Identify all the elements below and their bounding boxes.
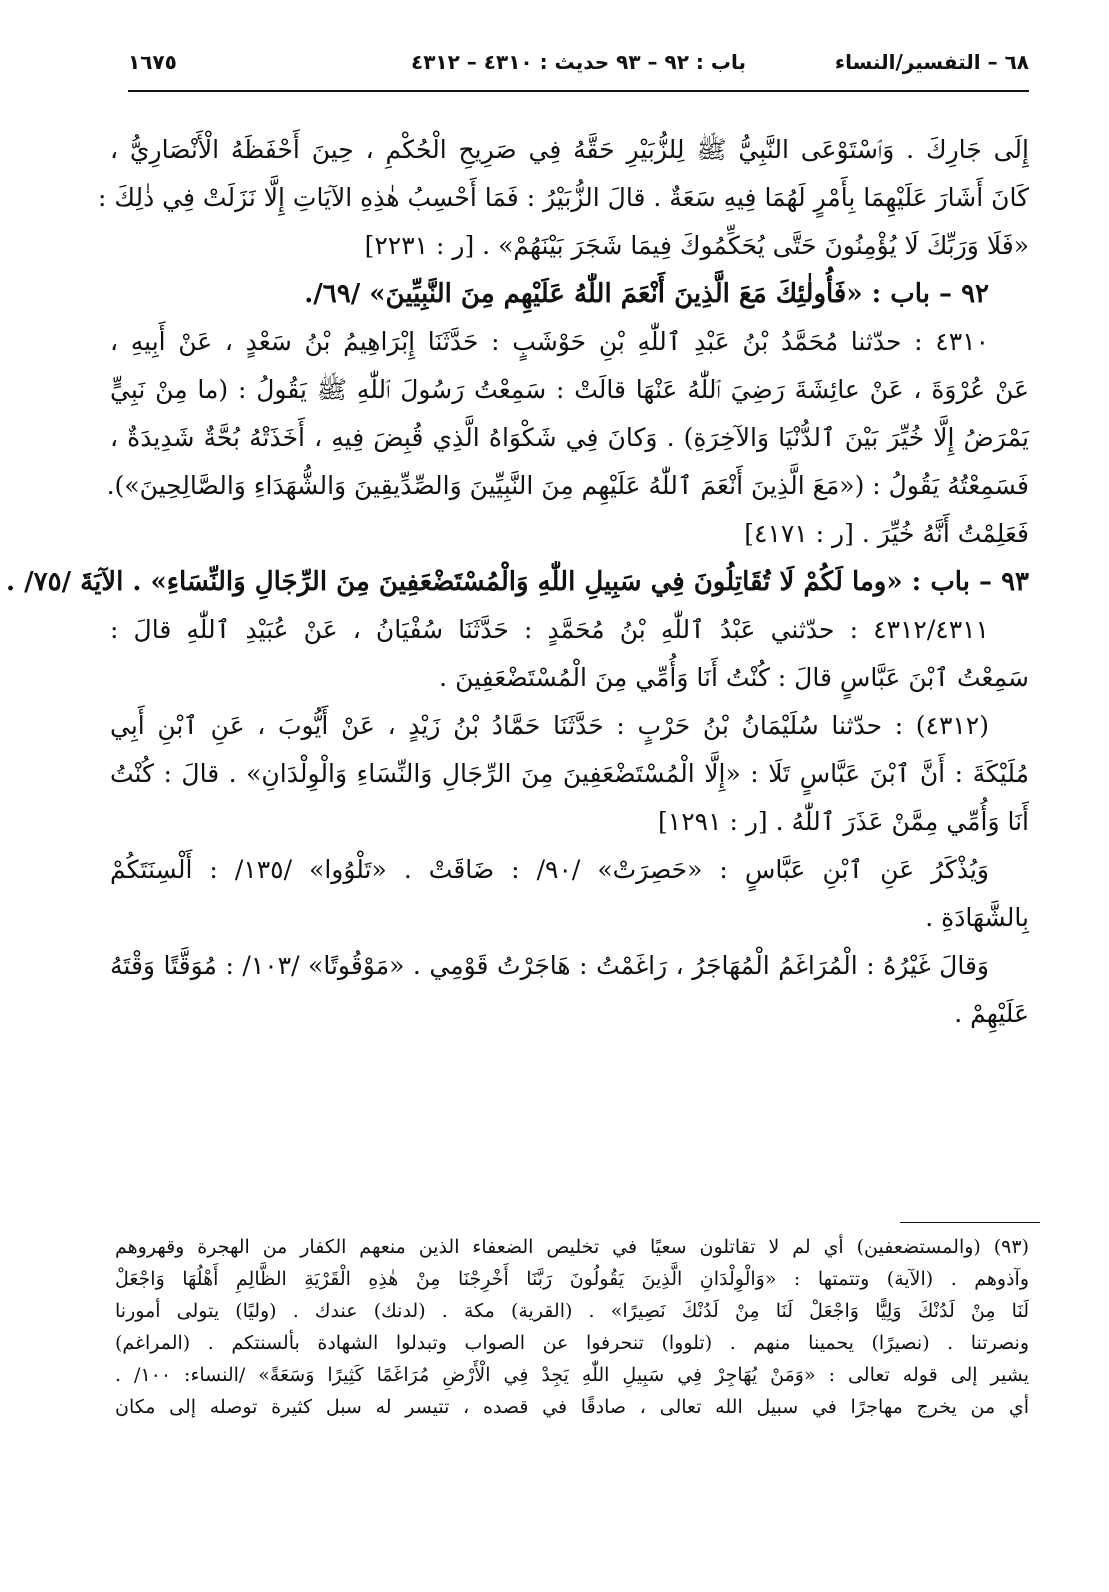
text-line: عَلَيْهِمْ . <box>954 999 1029 1028</box>
header-bab-hadith-range: باب : ٩٢ – ٩٣ حديث : ٤٣١٠ – ٤٣١٢ <box>411 50 746 74</box>
text-line: كَانَ أَشَارَ عَلَيْهِمَا بِأَمْرٍ لَهُمَا فِيهِ سَعَةٌ . قالَ الزُّبَيْرُ : فَمَا أَحْسِبُ هٰذِهِ الآيَاتِ إِلَّا نَزَلَتْ فِي ذٰلِكَ : <box>98 183 1029 212</box>
text-line: وَيُذْكَرُ عَنِ ٱبْنِ عَبَّاسٍ : «حَصِرَتْ» /٩٠/ : ضَاقَتْ . «تَلْوُوا» /١٣٥/ : أَلْسِنَتَكُمْ <box>110 855 989 884</box>
text-line: عَنْ عُرْوَةَ ، عَنْ عائِشَةَ رَضِيَ ٱللّٰهُ عَنْهَا قالَتْ : سَمِعْتُ رَسُولَ ٱللّٰهِ ﷺ يَقُولُ : (ما مِنْ نَبِيٍّ <box>110 375 1029 404</box>
page-number: ١٦٧٥ <box>128 50 177 74</box>
text-line: سَمِعْتُ ٱبْنَ عَبَّاسٍ قالَ : كُنْتُ أَنَا وَأُمِّي مِنَ الْمُسْتَضْعَفِينَ . <box>439 663 1029 692</box>
text-line: أَنَا وَأُمِّي مِمَّنْ عَذَرَ ٱللّٰهُ . [ر : ١٢٩١] <box>658 807 1029 836</box>
header-chapter-title: ٦٨ – التفسير/النساء <box>834 50 1029 74</box>
text-line: إِلَى جَارِكَ . وَٱسْتَوْعَى النَّبِيُّ ﷺ لِلزُّبَيْرِ حَقَّهُ فِي صَرِيحِ الْحُكْمِ ، حِينَ أَحْفَظَهُ الْأَنْصَارِيُّ ، <box>110 135 1029 164</box>
footnote-line: (٩٣) (والمستضعفين) أي لم لا تقاتلون سعيًا في تخليص الضعفاء الذين منعهم الكفار من الهجرة وقهروهم <box>115 1236 1029 1258</box>
text-line: بِالشَّهَادَةِ . <box>925 903 1029 932</box>
footnote-line: ونصرتنا . (نصيرًا) يحمينا منهم . (تلووا) تنحرفوا عن الصواب وتبدلوا الشهادة بألسنتكم . (المراغم) <box>115 1332 1029 1354</box>
footnote-line: يشير إلى قوله تعالى : «وَمَنْ يُهَاجِرْ فِي سَبِيلِ اللّٰهِ يَجِدْ فِي الْأَرْضِ مُرَاغَمًا كَثِيرًا وَسَعَةً» /النساء: ١٠٠/ . <box>115 1364 1029 1386</box>
footnotes <box>115 1232 1029 1424</box>
text-line: مُلَيْكَةَ : أَنَّ ٱبْنَ عَبَّاسٍ تَلَا : «إِلَّا الْمُسْتَضْعَفِينَ مِنَ الرِّجَالِ وَالنِّسَاءِ وَالْوِلْدَانِ» . قالَ : كُنْتُ <box>110 759 1029 788</box>
bab-heading-93: ٩٣ – باب : «وما لَكُمْ لَا تُقَاتِلُونَ فِي سَبِيلِ اللّٰهِ وَالْمُسْتَضْعَفِينَ مِنَ الرِّجَالِ وَالنِّسَاءِ» . الآيَةَ /٧٥/ . <box>6 567 1029 597</box>
text-line: فَسَمِعْتُهُ يَقُولُ : («مَعَ الَّذِينَ أَنْعَمَ ٱللّٰهُ عَلَيْهِم مِنَ النَّبِيِّينَ وَالصِّدِّيقِينَ وَالشُّهَدَاءِ وَالصَّالِحِينَ»). <box>106 471 1029 500</box>
main-text <box>6 130 1029 1042</box>
bab-heading-92: ٩٢ – باب : «فَأُولٰئِكَ مَعَ الَّذِينَ أَنْعَمَ اللّٰهُ عَلَيْهِم مِنَ النَّبِيِّينَ» /٦٩/. <box>304 279 989 309</box>
text-line: فَعَلِمْتُ أَنَّهُ خُيِّرَ . [ر : ٤١٧١] <box>744 519 1029 548</box>
footnote-line: أي من يخرج مهاجرًا في سبيل الله تعالى ، صادقًا في قصده ، تتيسر له سبل كثيرة توصله إلى مكان <box>115 1396 1029 1418</box>
text-line: وَقالَ غَيْرُهُ : الْمُرَاغَمُ الْمُهَاجَرُ ، رَاغَمْتُ : هَاجَرْتُ قَوْمِي . «مَوْقُوتًا» /١٠٣/ : مُوَقَّتًا وَقْتَهُ <box>110 951 989 980</box>
footnote-line: وآذوهم . (الآية) وتتمتها : «وَالْوِلْدَانِ الَّذِينَ يَقُولُونَ رَبَّنَا أَخْرِجْنَا مِنْ هٰذِهِ الْقَرْيَةِ الظَّالِمِ أَهْلُهَا وَاجْعَلْ <box>115 1268 1029 1290</box>
text-line: يَمْرَضُ إِلَّا خُيِّرَ بَيْنَ ٱلدُّنْيَا وَالآخِرَةِ) . وَكانَ فِي شَكْوَاهُ الَّذِي قُبِضَ فِيهِ ، أَخَذَتْهُ بُحَّةٌ شَدِيدَةٌ ، <box>110 423 1029 452</box>
page-header <box>128 40 1029 92</box>
text-line: «فَلَا وَرَبِّكَ لَا يُؤْمِنُونَ حَتَّى يُحَكِّمُوكَ فِيمَا شَجَرَ بَيْنَهُمْ» . [ر : ٢٢٣١] <box>364 231 1029 260</box>
hadith-4310-line: ٤٣١٠ : حدّثنا مُحَمَّدُ بْنُ عَبْدِ ٱللّٰهِ بْنِ حَوْشَبٍ : حَدَّثَنَا إِبْرَاهِيمُ بْنُ سَعْدٍ ، عَنْ أَبِيهِ ، <box>110 327 989 356</box>
hadith-4312-line: (٤٣١٢) : حدّثنا سُلَيْمَانُ بْنُ حَرْبٍ : حَدَّثَنَا حَمَّادُ بْنُ زَيْدٍ ، عَنْ أَيُّوبَ ، عَنِ ٱبْنِ أَبِي <box>110 711 989 740</box>
footnote-line: لَنَا مِنْ لَدُنْكَ وَلِيًّا وَاجْعَلْ لَنَا مِنْ لَدُنْكَ نَصِيرًا» . (القرية) مكة . (لدنك) عندك . (وليًا) يتولى أمورنا <box>115 1300 1029 1322</box>
hadith-4311-line: ٤٣١٢/٤٣١١ : حدّثني عَبْدُ ٱللّٰهِ بْنُ مُحَمَّدٍ : حَدَّثَنَا سُفْيَانُ ، عَنْ عُبَيْدِ ٱللّٰهِ قالَ : <box>110 615 989 644</box>
footnote-divider <box>900 1222 1040 1223</box>
